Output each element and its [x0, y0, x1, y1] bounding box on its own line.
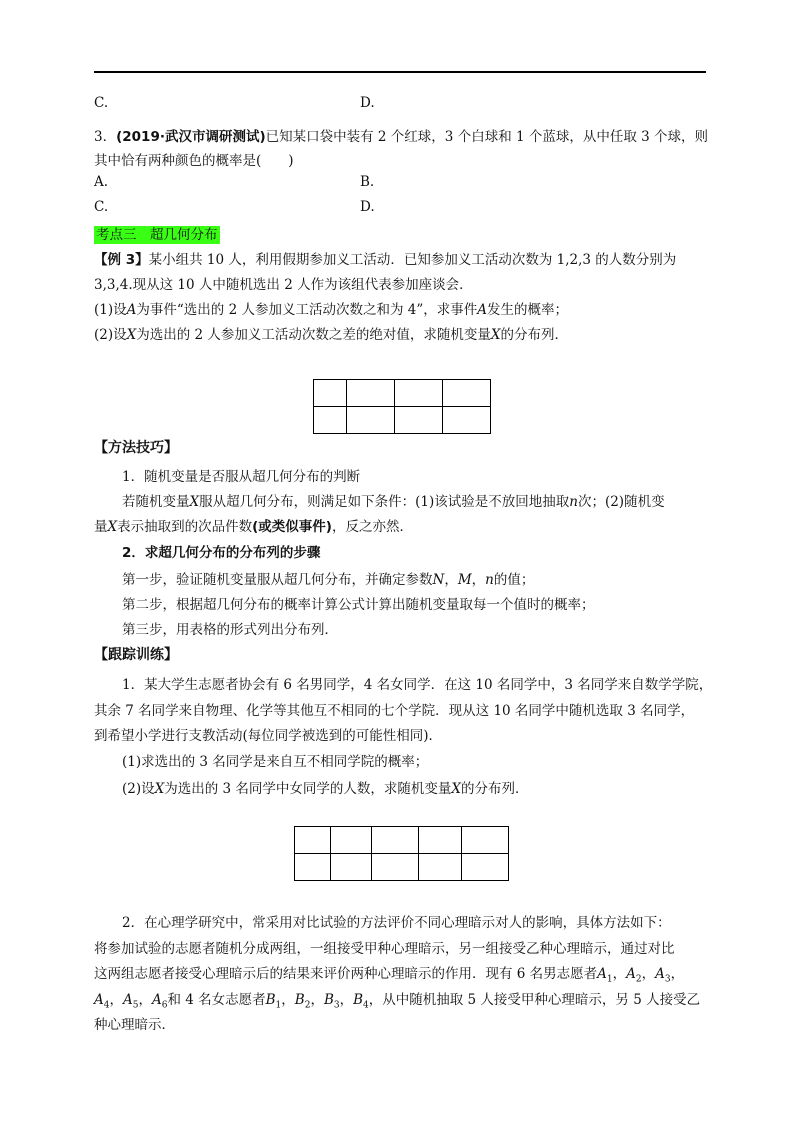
example-3-part-1: (1)设A为事件“选出的 2 人参加义工活动次数之和为 4”，求事件A发生的概率；	[94, 302, 568, 318]
training-q2-line-1: 2．在心理学研究中，常采用对比试验的方法评价不同心理暗示对人的影响，具体方法如下：	[122, 915, 671, 931]
header-rule	[94, 71, 706, 73]
distribution-table-blank-1	[313, 379, 491, 434]
training-q2-line-5: 种心理暗示．	[94, 1017, 175, 1033]
table-cell	[462, 854, 509, 881]
method-item-1: 1．随机变量是否服从超几何分布的判断	[122, 469, 361, 485]
training-q1-line-2: 其余 7 名同学来自物理、化学等其他互不相同的七个学院．现从这 10 名同学中随机选取 3 名同学，	[94, 703, 695, 719]
method-item-2: 2．求超几何分布的分布列的步骤	[122, 545, 321, 561]
option-d: D.	[360, 199, 375, 215]
question-source: (2019·武汉市调研测试)	[116, 129, 266, 145]
prev-option-c: C.	[94, 95, 109, 111]
prev-option-d: D.	[360, 95, 375, 111]
table-cell	[372, 854, 419, 881]
question-number: 3．	[94, 129, 117, 145]
example-3-part-2: (2)设X为选出的 2 人参加义工活动次数之差的绝对值，求随机变量X的分布列．	[94, 327, 569, 343]
table-cell	[295, 854, 331, 881]
example-3-line-1	[94, 248, 676, 268]
distribution-table-blank-2	[294, 826, 509, 881]
training-q1-line-1: 1．某大学生志愿者协会有 6 名男同学，4 名女同学．在这 10 名同学中，3 名同学来自数学学院，	[122, 677, 713, 693]
training-q1-part-1: (1)求选出的 3 名同学是来自互不相同学院的概率；	[122, 754, 429, 770]
method-heading: 【方法技巧】	[94, 440, 178, 456]
question-3-line-2: 其中恰有两种颜色的概率是( )	[94, 153, 294, 169]
training-q2-line-4: $A_4$，$A_5$，$A_6$和 4 名女志愿者$B_1$，$B_2$，$B_3$，$B_4$，从中随机抽取 5 人接受甲种心理暗示，另 5 人接受乙	[94, 992, 701, 1011]
question-text: 已知某口袋中装有 2 个红球，3 个白球和 1 个蓝球，从中任取 3 个球，则	[265, 129, 709, 145]
example-3-line-2: 3,3,4.现从这 10 人中随机选出 2 人作为该组代表参加座谈会．	[94, 277, 473, 293]
table-cell	[395, 380, 443, 407]
option-a: A.	[94, 174, 109, 190]
example-tag: 【例 3】	[94, 252, 149, 268]
training-q1-part-2: (2)设X为选出的 3 名同学中女同学的人数，求随机变量X的分布列．	[122, 781, 529, 797]
section-title	[94, 223, 220, 243]
table-cell	[443, 380, 491, 407]
table-cell	[331, 827, 372, 854]
training-q2-line-3: 这两组志愿者接受心理暗示后的结果来评价两种心理暗示的作用．现有 6 名男志愿者$A_1$，$A_2$，$A_3$，	[94, 966, 685, 985]
method-step-3: 第三步，用表格的形式列出分布列．	[122, 622, 338, 638]
table-cell	[295, 827, 331, 854]
training-heading: 【跟踪训练】	[94, 647, 178, 663]
table-cell	[314, 407, 347, 434]
table-cell	[347, 407, 395, 434]
method-step-1: 第一步，验证随机变量服从超几何分布，并确定参数N，M，n的值；	[122, 572, 535, 588]
section-title-text: 考点三 超几何分布	[96, 227, 218, 243]
question-3-line-1	[94, 125, 708, 145]
training-q2-line-2: 将参加试验的志愿者随机分成两组，一组接受甲种心理暗示，另一组接受乙种心理暗示，通过对比	[94, 941, 675, 957]
option-b: B.	[360, 174, 375, 190]
table-cell	[331, 854, 372, 881]
table-cell	[419, 854, 462, 881]
table-cell	[314, 380, 347, 407]
method-item-1-line-2: 量X表示抽取到的次品件数(或类似事件)，反之亦然．	[94, 519, 413, 535]
training-q1-line-3: 到希望小学进行支教活动(每位同学被选到的可能性相同)．	[94, 728, 443, 744]
example-text: 某小组共 10 人，利用假期参加义工活动．已知参加义工活动次数为 1,2,3 的人数分别为	[148, 252, 677, 268]
option-c: C.	[94, 199, 109, 215]
method-item-1-line-1: 若随机变量X服从超几何分布，则满足如下条件：(1)该试验是不放回地抽取n次；(2)随机变	[122, 494, 665, 510]
table-cell	[419, 827, 462, 854]
table-cell	[443, 407, 491, 434]
table-cell	[372, 827, 419, 854]
table-cell	[462, 827, 509, 854]
table-cell	[395, 407, 443, 434]
method-step-2: 第二步，根据超几何分布的概率计算公式计算出随机变量取每一个值时的概率；	[122, 597, 595, 613]
table-cell	[347, 380, 395, 407]
